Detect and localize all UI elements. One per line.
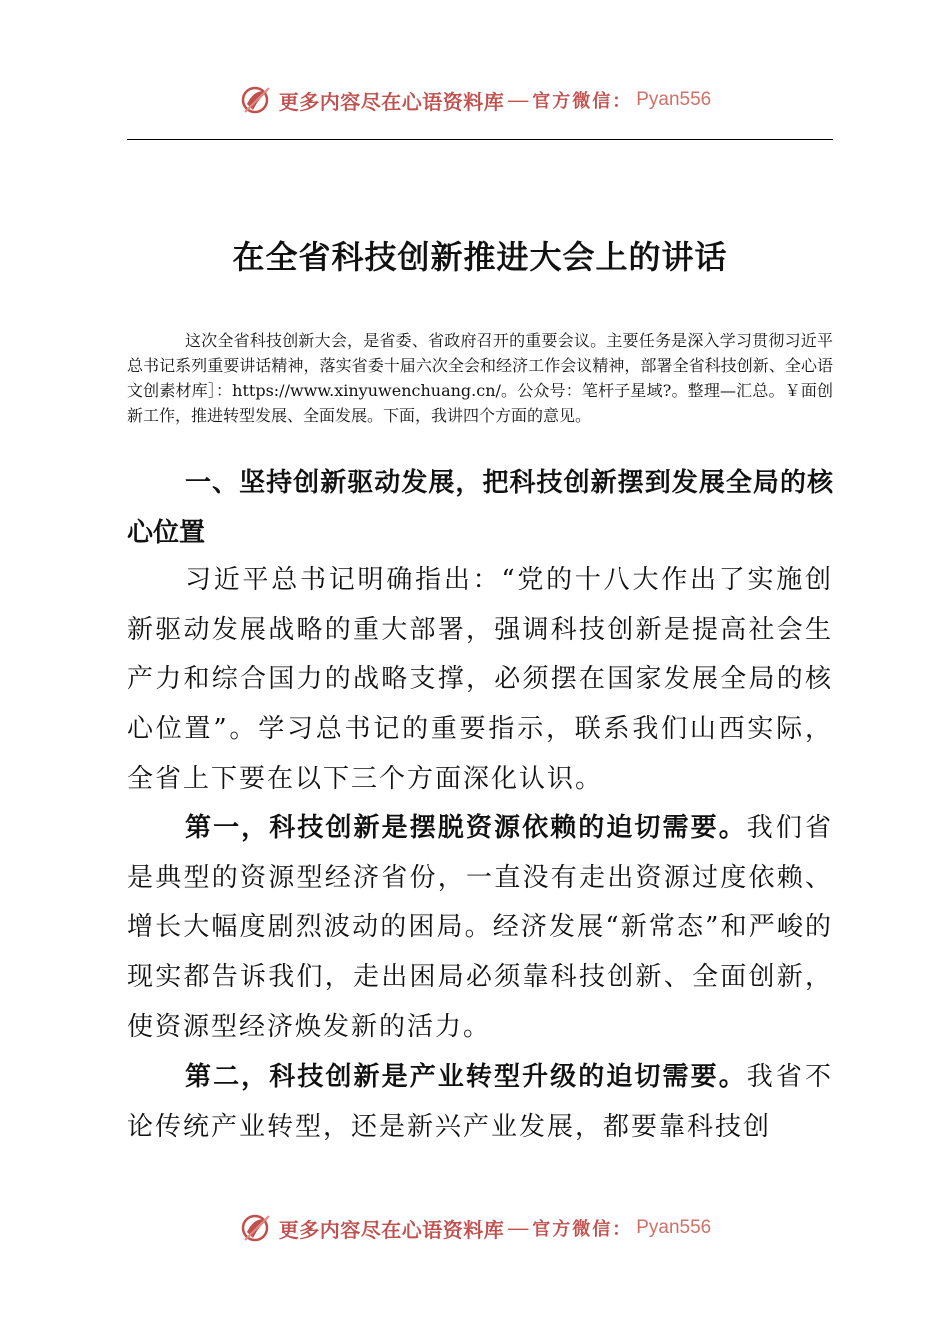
banner-wechat-label: 官方微信： [532, 91, 633, 111]
banner-main-text: 更多内容尽在心语资料库 [278, 1219, 505, 1242]
banner-separator: — [508, 88, 529, 111]
footer-banner [0, 1210, 950, 1250]
banner-separator: — [508, 1216, 529, 1239]
paragraph-2-body: 我们省是典型的资源型经济省份，一直没有走出资源过度依赖、增长大幅度剧烈波动的困局。经济发展“新常态”和严峻的现实都告诉我们，走出困局必须靠科技创新、全面创新，使资源型经济焕发新的活力。 [127, 813, 833, 1042]
paragraph-3-body: 我省不论传统产业转型，还是新兴产业发展，都要靠科技创 [127, 1062, 833, 1142]
banner-wechat-id: Pyan556 [636, 1217, 712, 1238]
intro-paragraph: 这次全省科技创新大会，是省委、省政府召开的重要会议。主要任务是深入学习贯彻习近平总书记系列重要讲话精神，落实省委十届六次全会和经济工作会议精神，部署全省科技创新、全心语文创素材库］：https://www.xinyuwenchuang.cn/。公众号：笔杆子星域?。整理—汇总。￥面创新工作，推进转型发展、全面发展。下面，我讲四个方面的意见。 [127, 331, 833, 425]
body-paragraph-2 [127, 804, 833, 1053]
banner-main-text: 更多内容尽在心语资料库 [278, 91, 505, 114]
header-divider [127, 139, 833, 140]
banner-wechat-id: Pyan556 [636, 89, 712, 110]
body-paragraph-3 [127, 1053, 833, 1152]
header-banner [0, 82, 950, 122]
banner-wechat-label: 官方微信： [532, 1219, 633, 1239]
logo-icon [239, 1210, 275, 1246]
logo-icon [239, 82, 275, 118]
document-title: 在全省科技创新推进大会上的讲话 [232, 238, 728, 276]
body-paragraph-1: 习近平总书记明确指出：“党的十八大作出了实施创新驱动发展战略的重大部署，强调科技创新是提高社会生产力和综合国力的战略支撑，必须摆在国家发展全局的核心位置”。学习总书记的重要指示，联系我们山西实际，全省上下要在以下三个方面深化认识。 [127, 565, 833, 794]
section-1-heading: 一、坚持创新驱动发展，把科技创新摆到发展全局的核心位置 [127, 468, 833, 548]
paragraph-2-lead: 第一，科技创新是摆脱资源依赖的迫切需要。 [185, 813, 747, 843]
paragraph-3-lead: 第二，科技创新是产业转型升级的迫切需要。 [185, 1062, 747, 1092]
